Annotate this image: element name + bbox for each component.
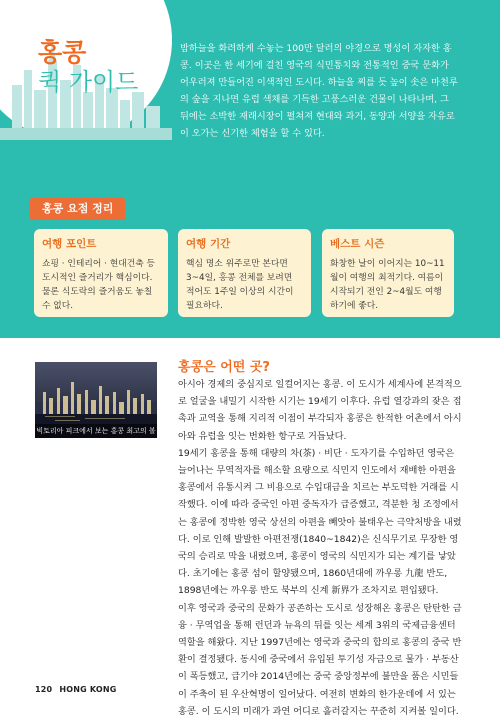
card-body: 쇼핑 · 인테리어 · 현대건축 등 도시적인 즐거리가 핵심이다. 물론 식도락의 즐거움도 놓칠 수 없다.: [42, 259, 156, 311]
article-paragraph: 이후 영국과 중국의 문화가 공존하는 도시로 성장해온 홍콩은 탄탄한 금융 · 무역업을 통해 런던과 뉴욕의 뒤를 잇는 세계 3위의 국제금융센터 역할을 해왔다. 지난 1997년에는 영국과 중국의 합의로 홍콩의 중국 반환이 결정됐다. 동시에 중국에서 유입된 투기성 자금으로 물가 · 부동산이 폭등했고, 급기야 2014년에는 중국 중앙정부에 불만을 품은 시민들이 주축이 된 우산혁명이 일어났다. 여전히 변화의 한가운데에 서 있는 홍콩. 이 도시의 미래가 과연 어디로 흘러갈지는 꾸준히 지켜볼 일이다.: [178, 602, 462, 717]
intro-paragraph: 밤하늘을 화려하게 수놓는 100만 달러의 야경으로 명성이 자자한 홍콩. 이곳은 한 세기에 걸친 영국의 식민통치와 전통적인 중국 문화가 어우러져 만들어진 이색적인 도시다. 하늘을 찌를 듯 높이 솟은 마천루의 숲을 지나면 유럽 색채를 기득한 고풍스러운 건물이 나타나며, 그 뒤에는 소박한 재래시장이 펼쳐져 현대와 과거, 동양과 서양을 자유로이 오가는 신기한 체험을 할 수 있다.: [180, 43, 458, 139]
article-body: [178, 376, 464, 720]
info-card-travel-points: [34, 229, 168, 317]
article-title: 홍콩은 어떤 곳?: [178, 360, 270, 375]
page-footer: [35, 685, 117, 694]
card-title: 여행 포인트: [42, 238, 97, 250]
night-view-photo: [35, 362, 157, 449]
card-body: 핵심 명소 위주로만 본다면 3~4일, 홍콩 전체를 보려면 적어도 1주일 이상의 시간이 필요하다.: [186, 259, 294, 311]
photo-caption: 빅토리아 피크에서 보는 홍콩 최고의 볼거리!: [35, 424, 157, 438]
card-title: 여행 기간: [186, 238, 231, 250]
info-card-travel-period: [178, 229, 311, 317]
section-name: HONG KONG: [59, 685, 117, 694]
guide-title: 홍콩: [38, 38, 87, 67]
guide-subtitle: 퀵 가이드: [38, 68, 139, 96]
hero-banner: [0, 0, 500, 338]
page-number: 120: [35, 685, 53, 694]
card-body: 화창한 날이 이어지는 10~11월이 여행의 최적기다. 여름이 시작되기 전인 2~4월도 여행하기에 좋다.: [330, 259, 445, 311]
info-card-best-season: [322, 229, 454, 317]
article-paragraph: 아시아 경제의 중심지로 일컬어지는 홍콩. 이 도시가 세계사에 본격적으로 얼굴을 내밀기 시작한 시기는 19세기 이후다. 유럽 열강과의 잦은 접촉과 교역을 통해 지리적 이점이 부각되자 홍콩은 한적한 어촌에서 아시아와 유럽을 잇는 번화한 항구로 거듭났다.: [178, 379, 462, 442]
card-title: 베스트 시즌: [330, 238, 385, 250]
article-paragraph: 19세기 홍콩을 통해 대량의 차(茶) · 비단 · 도자기를 수입하던 영국은 늘어나는 무역적자를 해소할 요량으로 식민지 인도에서 재배한 아편을 홍콩에서 유통시켜 그 비용으로 수입대금을 치르는 부도덕한 거래를 시작했다. 이에 따라 중국인 아편 중독자가 급증했고, 격분한 청 조정에서는 홍콩에 정박한 영국 상선의 아편을 빼앗아 불태우는 극약처방을 내렸다. 이로 인해 발발한 아편전쟁(1840~1842)은 신식무기로 무장한 영국의 승리로 막을 내렸으며, 홍콩이 영국의 식민지가 되는 계기를 낳았다. 초기에는 홍콩 섬이 할양됐으며, 1860년대에 까우롱 九龍 반도, 1898년에는 까우롱 반도 북부의 신계 新界가 조차지로 편입됐다.: [178, 447, 462, 597]
summary-label: 홍콩 요점 정리: [30, 198, 125, 220]
